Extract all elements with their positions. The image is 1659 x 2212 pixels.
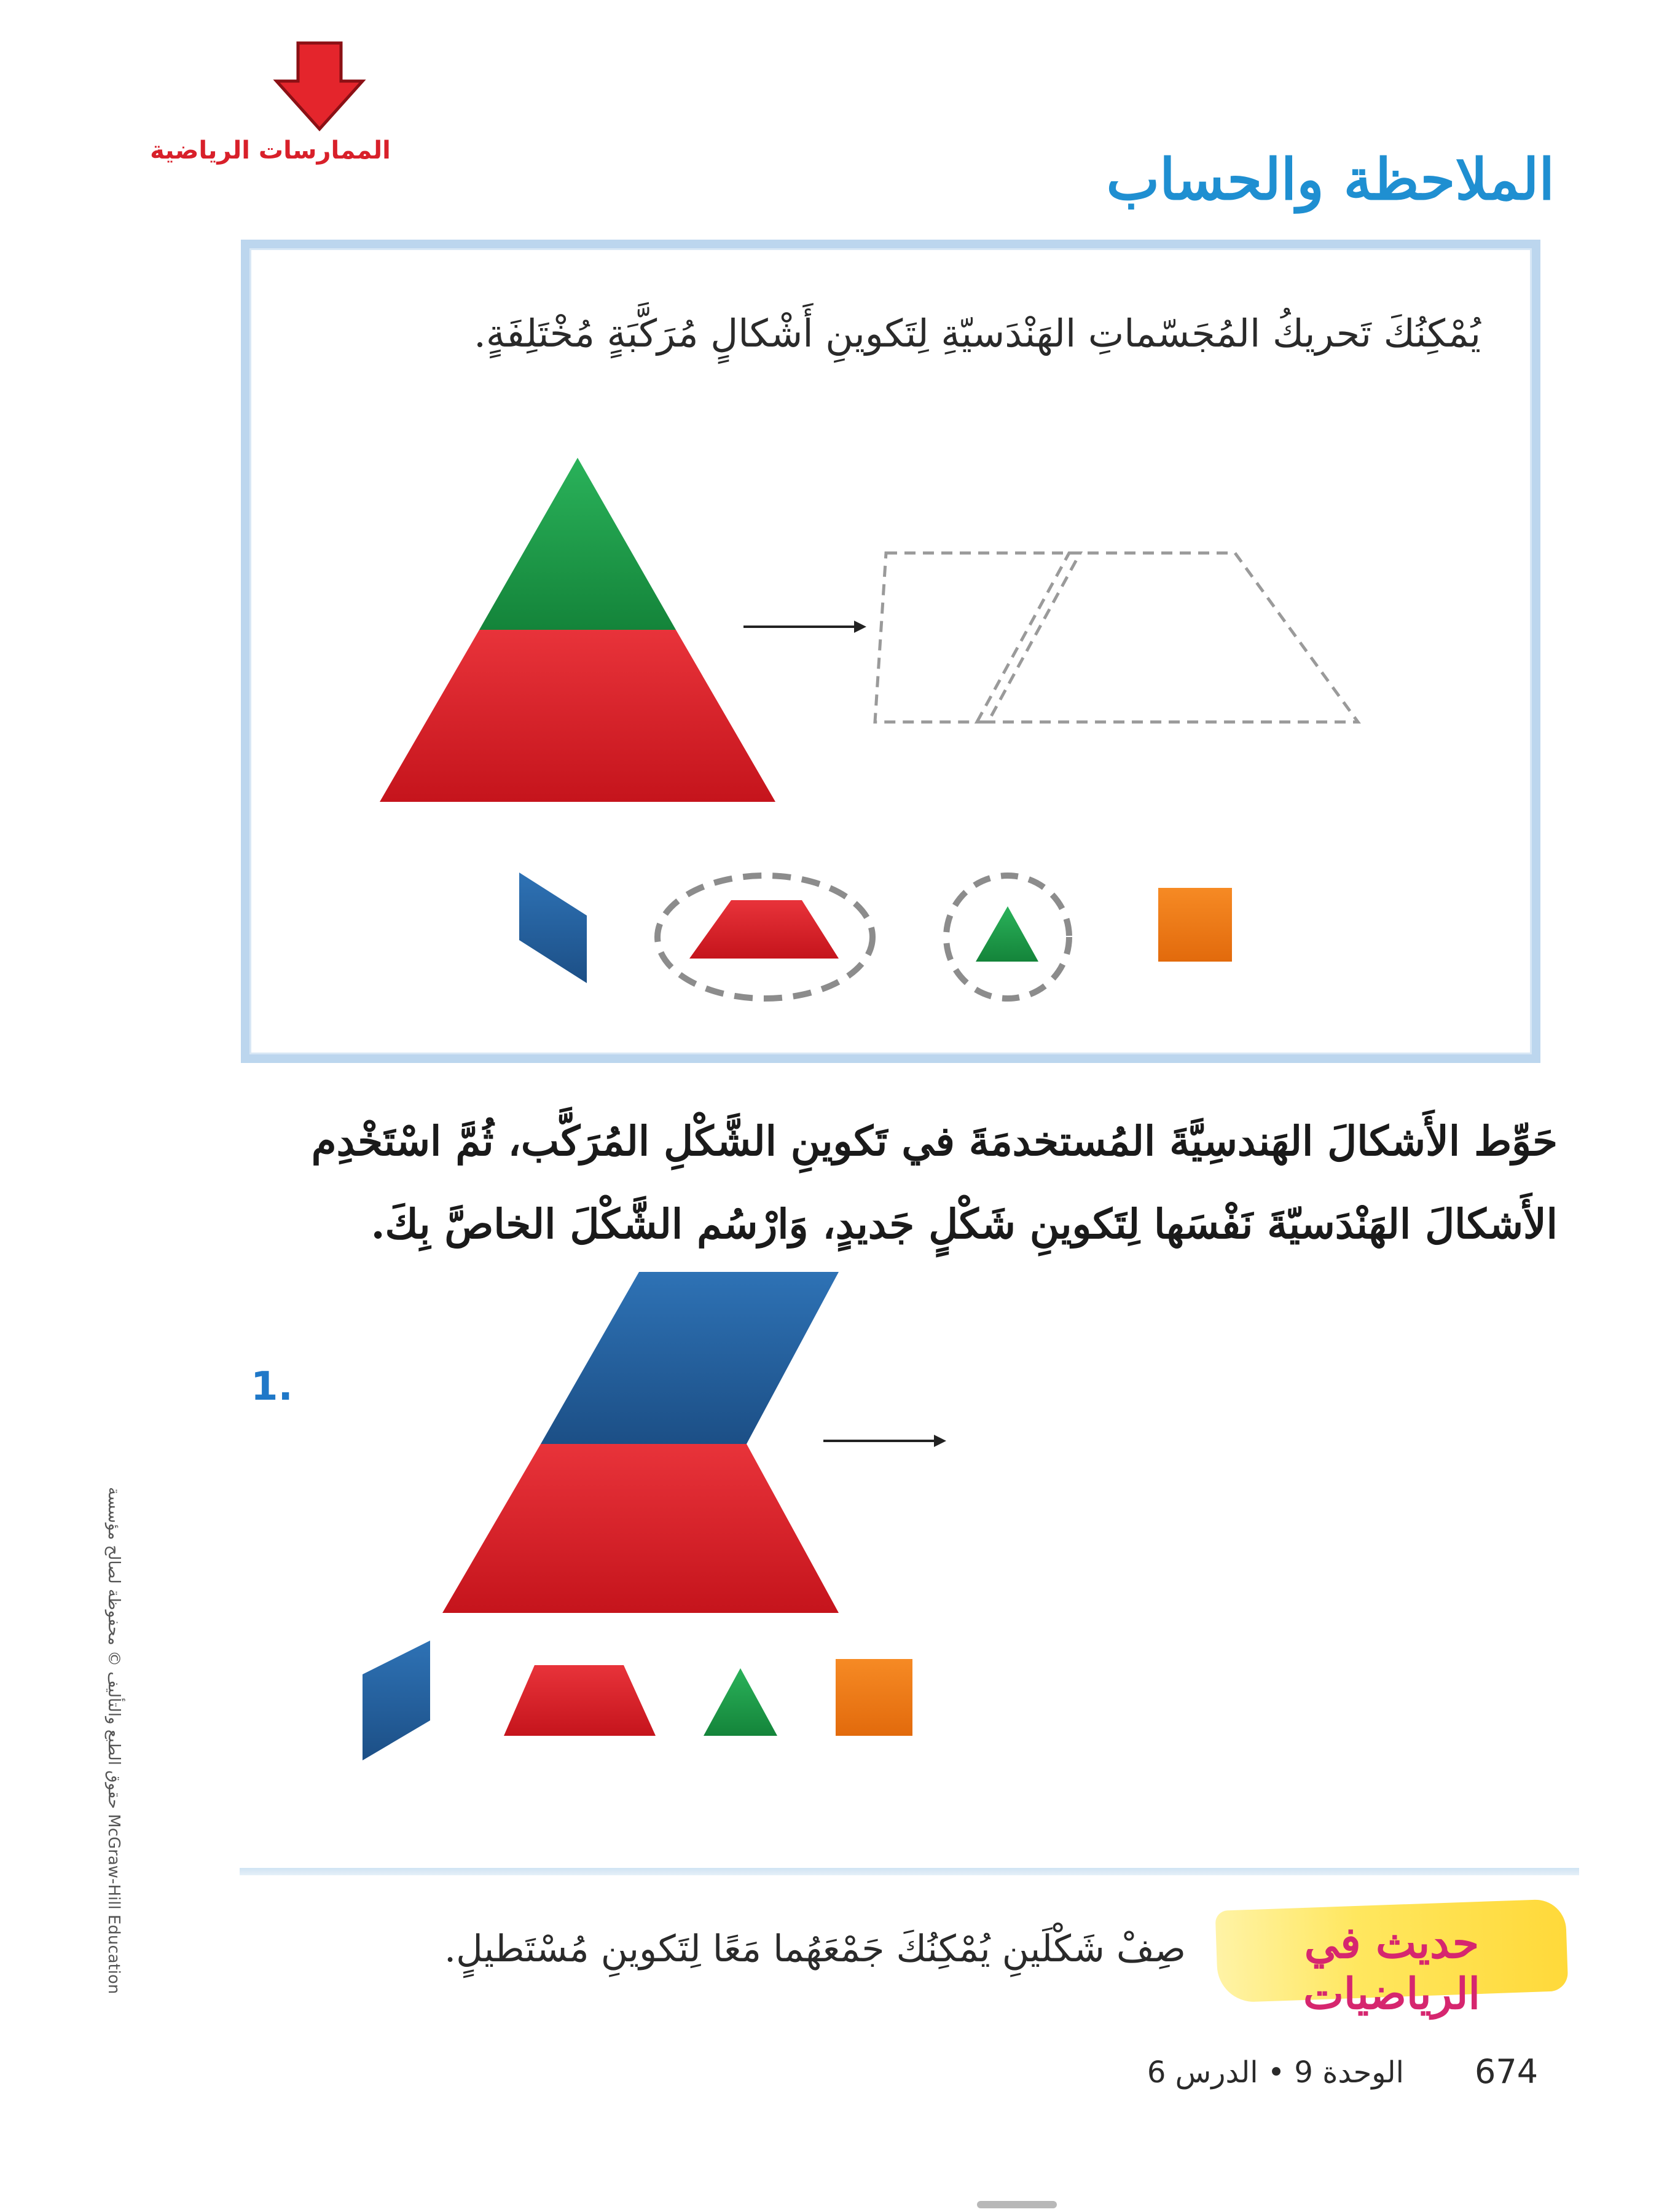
home-indicator[interactable] [977,2201,1057,2208]
green-triangle-piece [697,1662,783,1742]
problem-composite-shape [439,1266,845,1622]
math-practices-label: الممارسات الرياضية [150,136,391,165]
red-trapezoid-piece [442,1444,839,1613]
circled-green-triangle [940,869,1075,1005]
intro-text: يُمْكِنُكَ تَحريكُ المُجَسّماتِ الهَنْدَسيّةِ لِتَكوينِ أَشْكالٍ مُرَكَّبَةٍ مُخْتَلِفَةٍ. [474,311,1481,356]
talk-badge-label: حديث في الرياضيات [1303,1917,1480,2019]
red-trapezoid-piece [380,630,775,802]
red-trapezoid-piece [501,1662,661,1742]
blue-rhombus-piece [519,866,593,989]
instruction-text: حَوِّط الأَشكالَ الهَندسِيَّةَ المُستخدمَةَ في تَكوينِ الشَّكْلِ المُرَكَّب، ثُمَّ اسْتَخْدِم الأَشكالَ الهَنْدَسيّةَ نَفْسَها لِتَكوينِ شَكْلٍ جَديدٍ، وَارْسُم الشَّكْلَ الخاصَّ بِكَ. [311,1117,1558,1248]
page-number: 674 [1475,2052,1539,2091]
orange-square-piece [833,1656,919,1742]
orange-square-piece [1155,885,1235,965]
blue-rhombus-piece [541,1272,839,1444]
down-arrow-icon [270,43,369,135]
section-divider [240,1868,1579,1875]
dashed-outline-shape [866,547,1370,731]
composite-triangle [369,455,786,811]
talk-prompt-text: صِفْ شَكْلَينِ يُمْكِنُكَ جَمْعَهُما مَعًا لِتَكوينِ مُسْتَطيلٍ. [444,1928,1186,1971]
section-title: الملاحظة والحساب [1106,146,1555,213]
blue-rhombus-piece [363,1641,436,1763]
circled-red-trapezoid [651,866,879,1008]
copyright-notice: حقوق الطبع والتأليف © محفوظة لصالح مؤسسة McGraw-Hill Education [104,1487,123,1994]
right-arrow-icon [743,614,866,639]
green-triangle-piece [479,458,676,630]
lesson-reference: الوحدة 9 • الدرس 6 [1147,2055,1404,2090]
problem-number: 1. [251,1364,293,1410]
right-arrow-icon [823,1429,946,1453]
